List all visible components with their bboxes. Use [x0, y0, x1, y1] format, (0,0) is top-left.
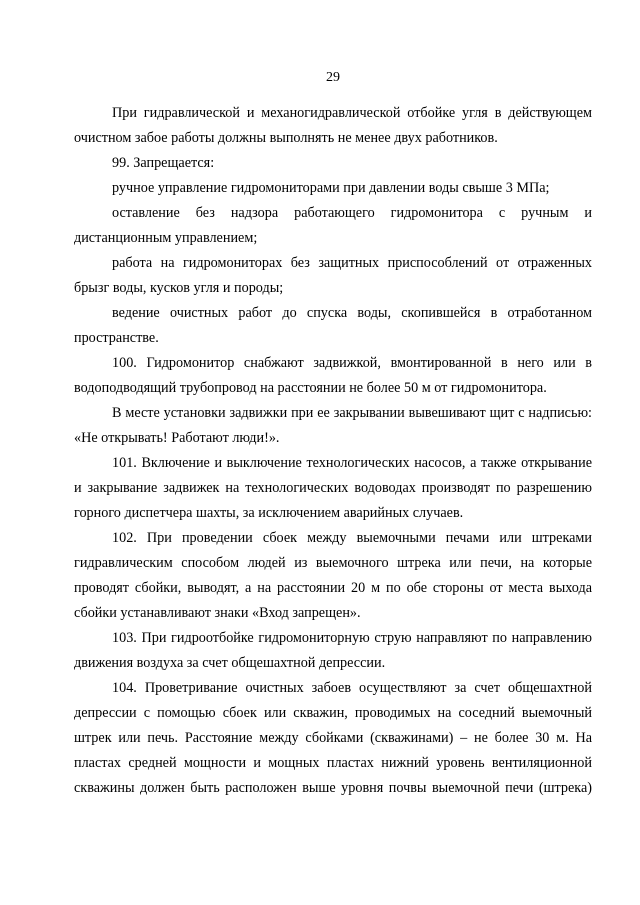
paragraph-hydraulic-workers: При гидравлической и механогидравлической отбойке угля в действующем очистном забое работы должны выполнять не менее двух работников. [74, 105, 592, 146]
paragraph-102: 102. При проведении сбоек между выемочными печами или штреками гидравлическим способом людей из выемочного штрека или печи, на которые проводят сбойки, выводят, а на расстоянии 20 м по обе стороны от места выхода сбойки устанавливают знаки «Вход запрещен». [74, 530, 592, 621]
paragraph-unattended-monitor: оставление без надзора работающего гидромонитора с ручным и дистанционным управлением; [74, 205, 592, 246]
paragraph-valve-sign: В месте установки задвижки при ее закрывании вывешивают щит с надписью: «Не открывать! Работают люди!». [74, 405, 592, 446]
paragraph-101: 101. Включение и выключение технологических насосов, а также открывание и закрывание задвижек на технологических водоводах производят по разрешению горного диспетчера шахты, за исключением аварийных случаев. [74, 455, 592, 521]
paragraph-no-protection: работа на гидромониторах без защитных приспособлений от отраженных брызг воды, кусков угля и породы; [74, 255, 592, 296]
paragraph-104: 104. Проветривание очистных забоев осуществляют за счет общешахтной депрессии с помощью сбоек или скважин, проводимых на соседний выемочный штрек или печь. Расстояние между сбойками (скважинами) – не более 30 м. На пластах средней мощности и мощных пластах нижний уровень вентиляционной скважины должен быть расположен выше уровня почвы выемочной печи (штрека) [74, 680, 592, 796]
paragraph-103: 103. При гидроотбойке гидромониторную струю направляют по направлению движения воздуха за счет общешахтной депрессии. [74, 630, 592, 671]
paragraph-water-drain: ведение очистных работ до спуска воды, скопившейся в отработанном пространстве. [74, 305, 592, 346]
paragraph-99-heading: 99. Запрещается: [112, 155, 215, 171]
page-number: 29 [326, 70, 340, 85]
document-body [74, 101, 592, 801]
paragraph-100: 100. Гидромонитор снабжают задвижкой, вмонтированной в него или в водоподводящий трубопровод на расстоянии не более 50 м от гидромонитора. [74, 355, 592, 396]
paragraph-manual-control: ручное управление гидромониторами при давлении воды свыше 3 МПа; [112, 180, 550, 196]
